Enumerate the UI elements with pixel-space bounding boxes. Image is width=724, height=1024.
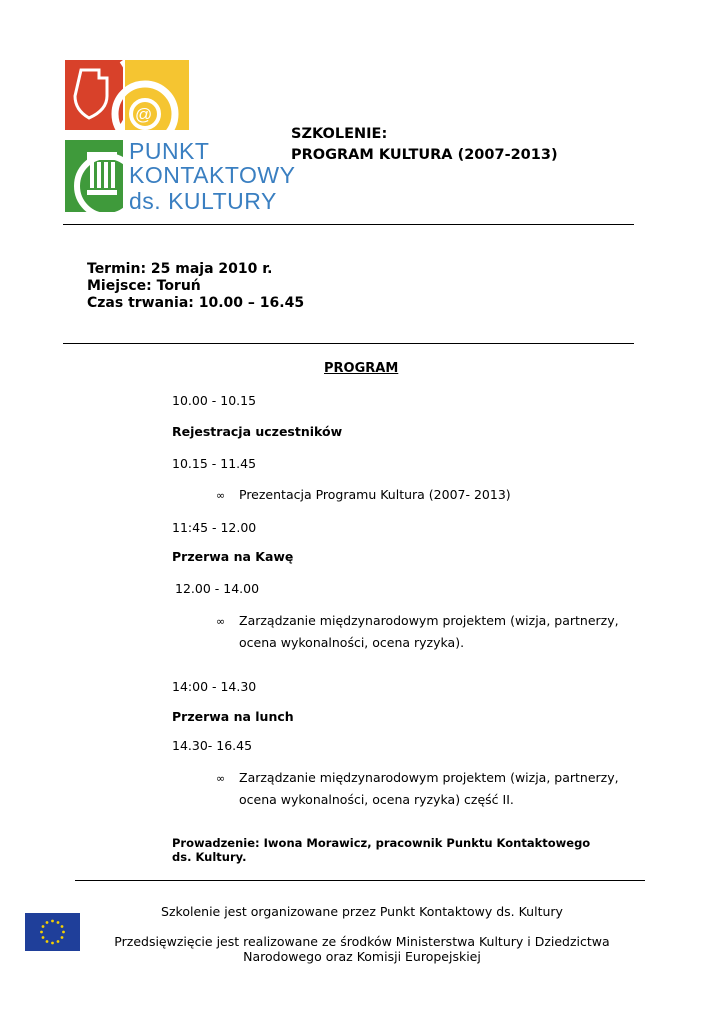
time-slot-1: 10.00 - 10.15 xyxy=(172,393,257,408)
document-title xyxy=(291,124,558,166)
logo-text-kultury: ds. KULTURY xyxy=(129,188,277,214)
session-management-2-line-1: Zarządzanie międzynarodowym projektem (wizja, partnerzy, xyxy=(239,770,619,785)
bullet-icon: ∞ xyxy=(216,489,226,502)
session-coffee-break: Przerwa na Kawę xyxy=(172,549,294,564)
eu-flag-icon xyxy=(25,913,80,951)
session-management-line-2: ocena wykonalności, ocena ryzyka). xyxy=(239,635,465,650)
footer-organizer: Szkolenie jest organizowane przez Punkt Kontaktowy ds. Kultury xyxy=(161,904,563,919)
time-slot-6: 14.30- 16.45 xyxy=(172,738,253,753)
footer-funding-line-1: Przedsięwzięcie jest realizowane ze środków Ministerstwa Kultury i Dziedzictwa xyxy=(114,934,610,949)
time-slot-3: 11:45 - 12.00 xyxy=(172,520,257,535)
session-presentation: Prezentacja Programu Kultura (2007- 2013) xyxy=(239,487,511,502)
footer-divider xyxy=(75,880,645,881)
time-slot-2: 10.15 - 11.45 xyxy=(172,456,257,471)
event-meta xyxy=(87,261,304,312)
bullet-icon: ∞ xyxy=(216,772,226,785)
meta-miejsce: Miejsce: Toruń xyxy=(87,278,201,294)
trainer-info: Prowadzenie: Iwona Morawicz, pracownik Punktu Kontaktowego ds. Kultury. xyxy=(172,836,591,864)
session-management-2-line-2: ocena wykonalności, ocena ryzyka) część II. xyxy=(239,792,514,807)
logo-text-punkt: PUNKT xyxy=(129,138,210,164)
session-lunch-break: Przerwa na lunch xyxy=(172,709,294,724)
logo-text-kontaktowy: KONTAKTOWY xyxy=(129,162,296,188)
svg-text:@: @ xyxy=(135,105,153,124)
header-divider xyxy=(63,224,634,225)
title-line-1: SZKOLENIE: xyxy=(291,126,388,142)
title-line-2: PROGRAM KULTURA (2007-2013) xyxy=(291,147,558,163)
session-management-line-1: Zarządzanie międzynarodowym projektem (wizja, partnerzy, xyxy=(239,613,619,628)
footer-funding-line-2: Narodowego oraz Komisji Europejskiej xyxy=(243,949,481,964)
meta-czas: Czas trwania: 10.00 – 16.45 xyxy=(87,295,305,311)
bullet-icon: ∞ xyxy=(216,615,226,628)
time-slot-5: 14:00 - 14.30 xyxy=(172,679,257,694)
program-heading: PROGRAM xyxy=(324,361,399,376)
session-registration: Rejestracja uczestników xyxy=(172,424,343,439)
punkt-kontaktowy-logo xyxy=(63,60,296,216)
meta-divider xyxy=(63,343,634,344)
meta-termin: Termin: 25 maja 2010 r. xyxy=(87,261,273,277)
time-slot-4: 12.00 - 14.00 xyxy=(175,581,260,596)
